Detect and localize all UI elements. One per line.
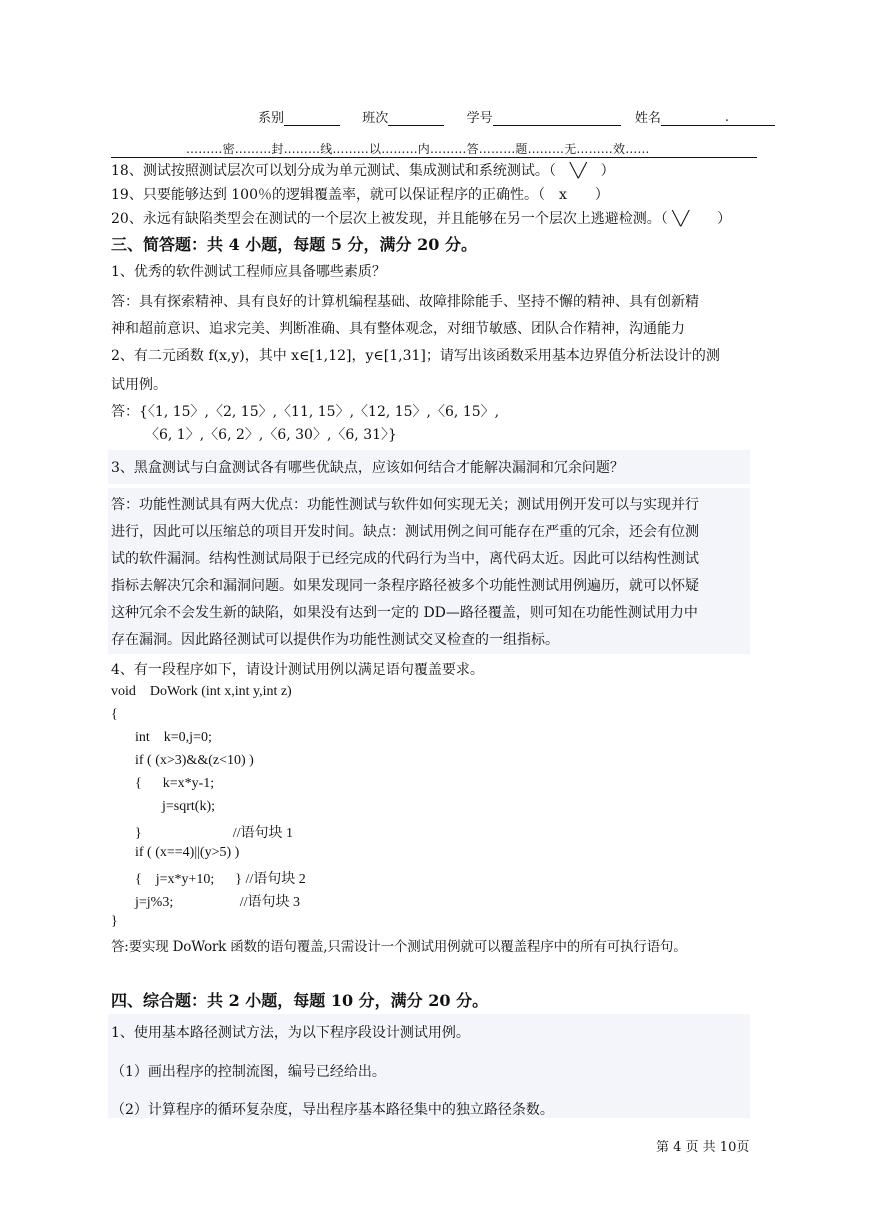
code-line-11: } — [111, 914, 118, 929]
class-label: 班次 — [362, 111, 389, 126]
q4-text: 4、有一段程序如下，请设计测试用例以满足语句覆盖要求。 — [111, 662, 484, 678]
student-id-blank — [493, 111, 621, 126]
code-line-8: if ( (x==4)||(y>5) ) — [135, 845, 240, 860]
code-line-3: int k=0,j=0; — [135, 730, 212, 745]
a3-line-4: 指标去解决冗余和漏洞问题。如果发现同一条程序路径被多个功能性测试用例遍历，就可以怀疑 — [111, 578, 699, 594]
a3-line-5: 这种冗余不会发生新的缺陷，如果没有达到一定的 DD—路径覆盖，则可知在功能性测试用力中 — [111, 605, 698, 621]
a3-line-3: 试的软件漏洞。结构性测试局限于已经完成的代码行为当中，离代码太近。因此可以结构性测试 — [111, 551, 699, 567]
code-line-1: void DoWork (int x,int y,int z) — [111, 684, 292, 699]
s4-q1-part1: （1）画出程序的控制流图，编号已经给出。 — [111, 1064, 386, 1080]
a2-line-2: 〈6, 1〉,〈6, 2〉,〈6, 30〉,〈6, 31〉} — [145, 427, 397, 443]
section-4-title: 四、综合题：共 2 小题，每题 10 分，满分 20 分。 — [111, 991, 489, 1010]
student-id-label: 学号 — [466, 111, 493, 126]
code-line-5: { k=x*y-1; — [135, 776, 215, 791]
tf-item-18: 18、测试按照测试层次可以划分成为单元测试、集成测试和系统测试。（ ╲╱ ） — [111, 163, 615, 179]
name-blank — [661, 111, 775, 126]
a3-line-6: 存在漏洞。因此路径测试可以提供作为功能性测试交叉检查的一组指标。 — [111, 632, 559, 648]
a1-line-2: 神和超前意识、追求完美、判断准确、具有整体观念，对细节敏感、团队合作精神，沟通能力 — [111, 321, 685, 337]
s4-q1-text: 1、使用基本路径测试方法，为以下程序段设计测试用例。 — [111, 1025, 470, 1041]
code-line-4: if ( (x>3)&&(z<10) ) — [135, 753, 254, 768]
tf-item-19: 19、只要能够达到 100％的逻辑覆盖率，就可以保证程序的正确性。（ x ） — [111, 187, 609, 203]
s4-q1-part2: （2）计算程序的循环复杂度，导出程序基本路径集中的独立路径条数。 — [111, 1102, 554, 1118]
seal-line: ………密………封………线………以………内………答………题………无………效…… — [186, 142, 650, 156]
a3-line-2: 进行，因此可以压缩总的项目开发时间。缺点：测试用例之间可能存在严重的冗余，还会有位测 — [111, 524, 699, 540]
a3-line-1: 答：功能性测试具有两大优点：功能性测试与软件如何实现无关；测试用例开发可以与实现并行 — [111, 497, 699, 513]
tf-item-20: 20、永远有缺陷类型会在测试的一个层次上被发现，并且能够在另一个层次上逃避检测。（ ╲╱ ） — [111, 211, 732, 227]
q2-line-2: 试用例。 — [111, 377, 167, 393]
dept-blank — [284, 111, 340, 126]
q2-line-1: 2、有二元函数 f(x,y)，其中 x∈[1,12]，y∈[1,31]；请写出该函数采用基本边界值分析法设计的测 — [111, 348, 720, 364]
q3-text: 3、黑盒测试与白盒测试各有哪些优缺点，应该如何结合才能解决漏洞和冗余问题？ — [111, 460, 624, 476]
section-3-title: 三、简答题：共 4 小题，每题 5 分，满分 20 分。 — [111, 235, 477, 254]
code-line-10: j=j%3; //语句块 3 — [135, 895, 301, 910]
name-label: 姓名 — [634, 111, 661, 126]
a1-line-1: 答：具有探索精神、具有良好的计算机编程基础、故障排除能手、坚持不懈的精神、具有创新精 — [111, 294, 699, 310]
header-rule — [111, 157, 757, 158]
dept-label: 系别 — [258, 111, 285, 126]
header-fields — [258, 107, 775, 126]
q1-text: 1、优秀的软件测试工程师应具备哪些素质？ — [111, 264, 386, 280]
code-line-9: { j=x*y+10; } //语句块 2 — [135, 872, 306, 887]
code-line-7: } //语句块 1 — [135, 826, 293, 841]
class-blank — [388, 111, 444, 126]
a2-line-1: 答：{〈1, 15〉,〈2, 15〉,〈11, 15〉,〈12, 15〉,〈6, 15〉, — [111, 404, 500, 420]
code-line-2: { — [111, 707, 118, 722]
page-number: 第 4 页 共 10页 — [656, 1140, 750, 1155]
name-dot: . — [724, 110, 730, 125]
code-line-6: j=sqrt(k); — [162, 799, 215, 814]
a4-text: 答:要实现 DoWork 函数的语句覆盖,只需设计一个测试用例就可以覆盖程序中的所有可执行语句。 — [111, 939, 687, 955]
